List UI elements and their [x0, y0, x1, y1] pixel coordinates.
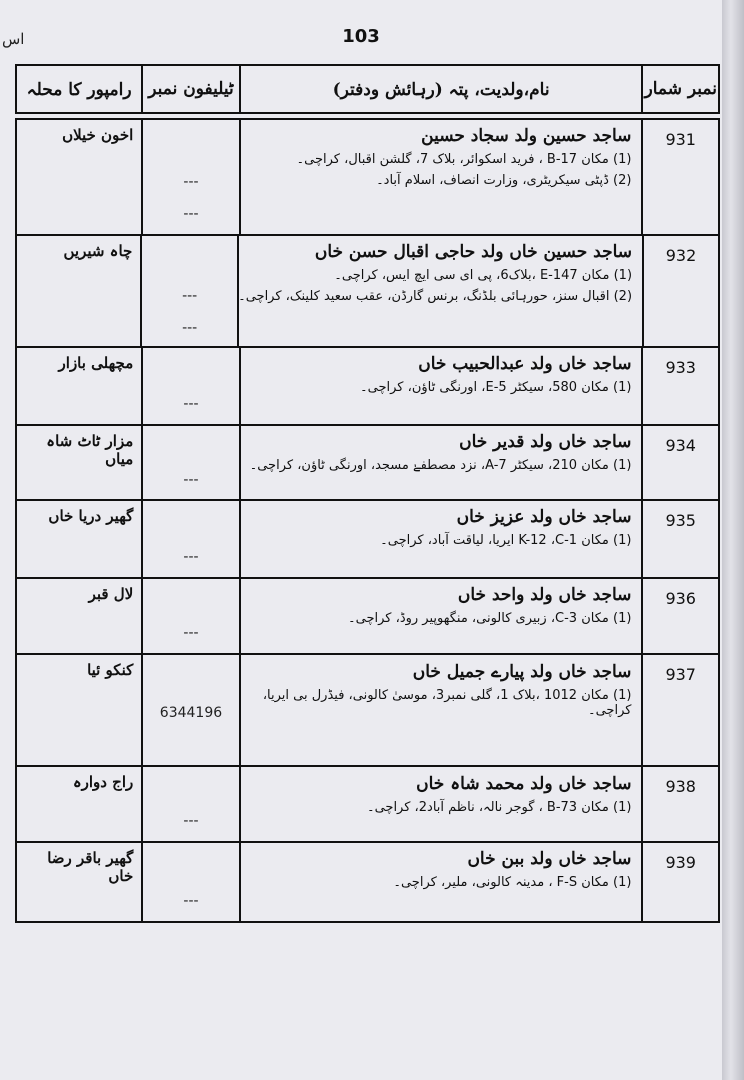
entry-name: ساجد خاں ولد ببن خاں — [467, 849, 632, 869]
table-header — [15, 64, 720, 114]
serial-cell: 938 — [665, 777, 696, 796]
entry-name: ساجد خاں ولد محمد شاہ خاں — [416, 774, 632, 794]
entry-name: ساجد خاں ولد قدیر خاں — [459, 432, 632, 452]
entry-name: ساجد خاں ولد واحد خاں — [457, 585, 632, 605]
serial-cell: 931 — [665, 130, 696, 149]
entry-address: (2) ڈپٹی سیکریٹری، وزارت انصاف، اسلام آباد۔ — [376, 173, 632, 188]
area-cell: لال قبر — [88, 585, 134, 603]
entry-name: ساجد خاں ولد پیارے جمیل خاں — [412, 662, 632, 682]
area-cell: چاہ شیریں — [63, 242, 133, 260]
table-row — [17, 655, 718, 767]
entry-name: ساجد خاں ولد عزیز خاں — [456, 507, 632, 527]
table-row — [17, 767, 718, 843]
entry-address: (1) مکان 210، سیکٹر A-7، نزد مصطفےٰ مسجد، اورنگی ٹاؤن، کراچی۔ — [249, 458, 632, 473]
header-area: رامپور کا محلہ — [17, 66, 143, 112]
entry-name: ساجد حسین ولد سجاد حسین — [421, 126, 632, 146]
directory-table — [15, 118, 720, 923]
area-cell: کنکو ئیا — [87, 661, 134, 679]
phone-cell: 6344196 — [159, 705, 223, 721]
phone-cell: --- — [183, 625, 199, 641]
serial-cell: 935 — [665, 511, 696, 530]
area-cell: اخون خیلاں — [62, 126, 134, 144]
table-row — [17, 426, 718, 501]
entry-address: (1) مکان K-12 ،C-1 ایریا، لیاقت آباد، کراچی۔ — [380, 533, 632, 548]
phone-cell: --- — [182, 288, 198, 304]
table-row — [17, 236, 718, 348]
entry-address: (1) مکان 1012 ،بلاک 1، گلی نمبر3، موسیٰ کالونی، فیڈرل بی ایریا، کراچی۔ — [262, 688, 632, 718]
header-serial: نمبر شمار — [644, 79, 717, 99]
phone-cell: --- — [183, 813, 199, 829]
serial-cell: 932 — [665, 246, 697, 265]
corner-mark: اس — [2, 30, 25, 48]
table-row — [17, 348, 718, 426]
phone-cell: --- — [183, 549, 199, 565]
table-row — [17, 501, 718, 579]
entry-address: (1) مکان 580، سیکٹر E-5، اورنگی ٹاؤن، کراچی۔ — [360, 380, 632, 395]
table-row — [17, 120, 718, 236]
phone-cell: --- — [183, 396, 199, 412]
area-cell: راج دوارہ — [72, 773, 134, 791]
phone-cell: --- — [182, 320, 198, 336]
phone-cell: --- — [183, 174, 199, 190]
entry-address: (1) مکان B-73 ، گوجر نالہ، ناظم آباد2، کراچی۔ — [366, 800, 632, 815]
serial-cell: 936 — [665, 589, 696, 608]
entry-address: (1) مکان B-17 ، فرید اسکوائر، بلاک 7، گلشن اقبال، کراچی۔ — [296, 152, 632, 167]
entry-address: (2) اقبال سنز، حورہائی بلڈنگ، برنس گارڈن، عقب سعید کلینک، کراچی۔ — [238, 289, 633, 304]
book-binding — [722, 0, 744, 1080]
page-number: 103 — [342, 26, 380, 47]
phone-cell: --- — [183, 472, 199, 488]
header-phone: ٹیلیفون نمبر — [143, 66, 240, 112]
phone-cell: --- — [183, 893, 199, 909]
serial-cell: 939 — [665, 853, 696, 872]
entry-address: (1) مکان E-147 ،بلاک6، پی ای سی ایچ ایس، کراچی۔ — [334, 268, 633, 283]
entry-address: (1) مکان C-3، زبیری کالونی، منگھوپیر روڈ، کراچی۔ — [348, 611, 632, 626]
header-name: نام،ولدیت، پتہ (رہائش ودفتر) — [241, 66, 644, 112]
serial-cell: 934 — [665, 436, 696, 455]
serial-cell: 933 — [665, 358, 696, 377]
phone-cell: --- — [183, 206, 199, 222]
serial-cell: 937 — [665, 665, 696, 684]
area-cell: گھیر باقر رضا خاں — [47, 849, 134, 885]
table-row — [17, 579, 718, 655]
area-cell: گھیر دریا خاں — [48, 507, 134, 525]
area-cell: مزار ٹاٹ شاہ میاں — [46, 432, 134, 468]
entry-address: (1) مکان F-S ، مدینہ کالونی، ملیر، کراچی۔ — [393, 875, 632, 890]
area-cell: مچھلی بازار — [58, 354, 134, 372]
table-row — [17, 843, 718, 921]
entry-name: ساجد خاں ولد عبدالحبیب خاں — [418, 354, 632, 374]
entry-name: ساجد حسین خاں ولد حاجی اقبال حسن خاں — [314, 242, 633, 262]
